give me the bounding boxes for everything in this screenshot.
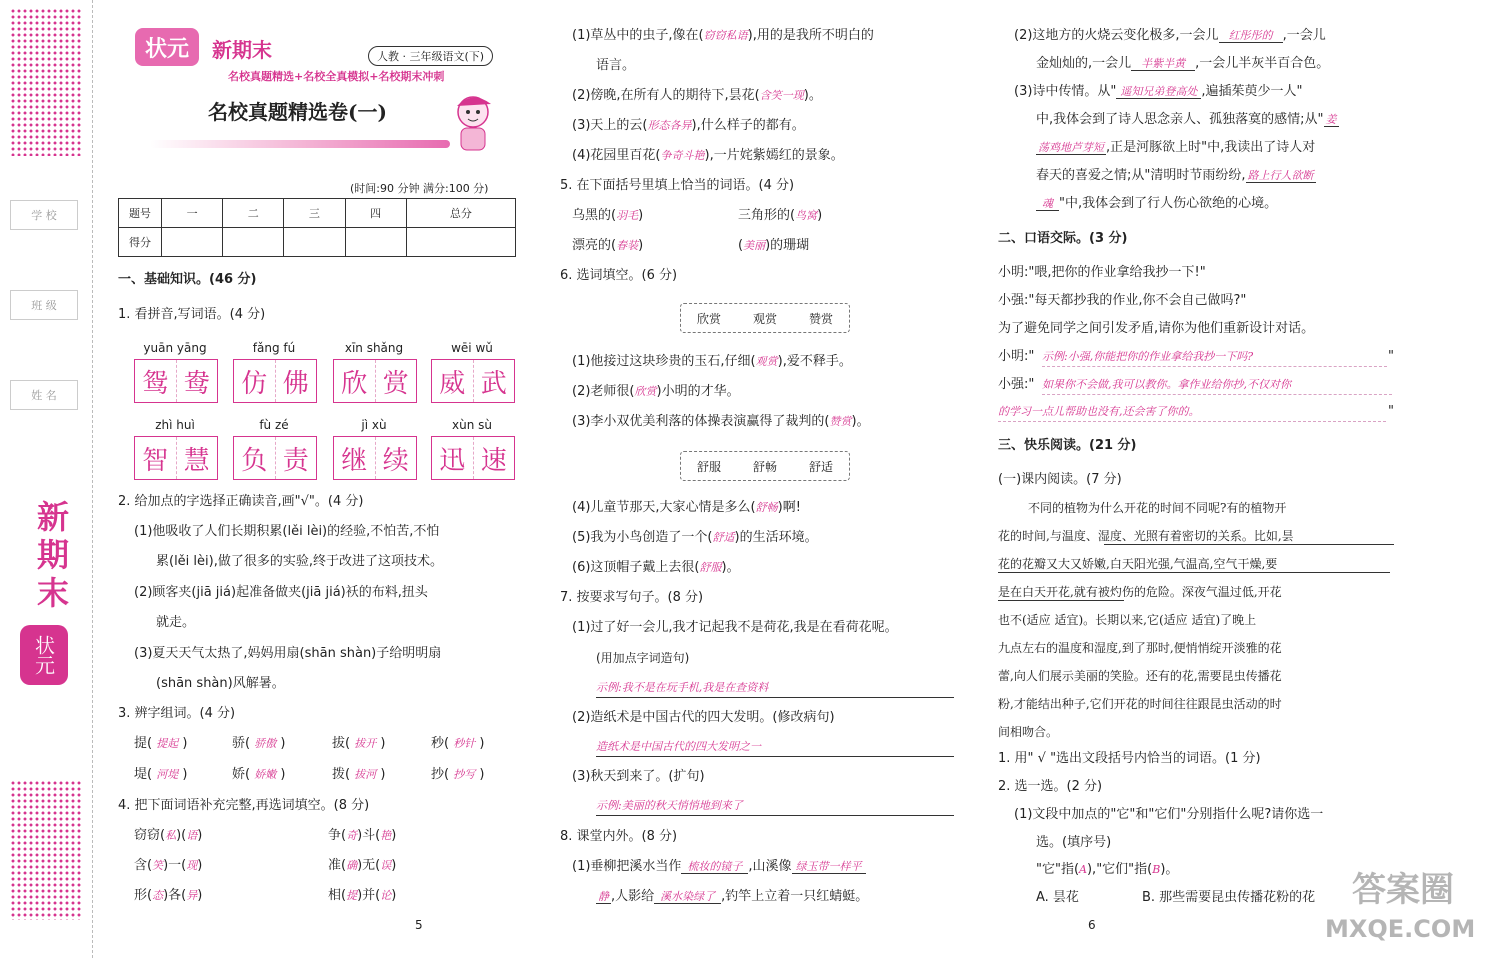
char-cell: 速 <box>480 445 507 476</box>
passage-underline <box>998 600 1124 601</box>
pinyin-label: jì xù <box>361 418 387 432</box>
score-cell[interactable] <box>406 228 515 257</box>
char-cell: 佛 <box>282 368 309 399</box>
passage-underline <box>1104 544 1394 545</box>
option-b: B. 那些需要昆虫传播花粉的花 <box>1142 890 1316 905</box>
pinyin-label: xīn shǎng <box>344 341 404 355</box>
q6-item: (3)李小双优美利落的体操表演赢得了裁判的(赞赏)。 <box>572 414 870 429</box>
char-cell: 鸯 <box>183 368 210 399</box>
q2-line: 就走。 <box>156 615 196 630</box>
time-info: (时间:90 分钟 满分:100 分) <box>350 182 489 195</box>
q7-1-answer[interactable]: 示例:我不是在玩手机,我是在查资料 <box>596 679 954 698</box>
char-cell: 慧 <box>183 445 210 476</box>
q7-1-requirement: (用加点字词造句) <box>596 651 690 665</box>
passage-line: 蕾,向人们展示美丽的笑脸。还有的花,需要昆虫传播花 <box>998 669 1282 683</box>
fill-line: (4)花园里百花(争奇斗艳),一片姹紫嫣红的景象。 <box>572 148 844 163</box>
score-table-row <box>119 228 516 257</box>
q6-item: (5)我为小鸟创造了一个(舒适)的生活环境。 <box>572 530 818 545</box>
question-1: 1. 看拼音,写词语。(4 分) <box>118 307 266 322</box>
word-option: 舒适 <box>808 459 833 474</box>
q2-line: (3)夏天天气太热了,妈妈用扇(shān shàn)子给明明扇 <box>134 646 442 661</box>
char-grid[interactable] <box>134 359 218 403</box>
q8-3-line-a: (3)诗中传情。从" 遥知兄弟登高处 ,遍插茱萸少一人" <box>1014 84 1303 99</box>
score-cell[interactable] <box>162 228 223 257</box>
q7-3-prompt: (3)秋天到来了。(扩句) <box>572 769 705 784</box>
q8-2-line-b: 金灿灿的,一会儿 半紫半黄 ,一会儿半灰半百合色。 <box>1036 56 1330 71</box>
char-cell: 武 <box>480 368 507 399</box>
q6-item: (6)这顶帽子戴上去很(舒服)。 <box>572 560 740 575</box>
q8-3-line-d: 春天的喜爱之情;从"清明时节雨纷纷, 路上行人欲断 <box>1036 168 1314 183</box>
section-2-title: 二、口语交际。(3 分) <box>998 231 1128 246</box>
mascot-icon <box>445 92 503 154</box>
section-3-title: 三、快乐阅读。(21 分) <box>998 438 1137 453</box>
passage-line: 花的花瓣又大又娇嫩,白天阳光强,气温高,空气干燥,要 <box>998 557 1278 571</box>
q2-line: (2)顾客夹(jiā jiá)起准备做夹(jiā jiá)袄的布料,扭头 <box>134 585 428 600</box>
page-title: 名校真题精选卷(一) <box>208 100 387 124</box>
passage-line: 是在白天开花,就有被灼伤的危险。深夜气温过低,开花 <box>998 585 1282 599</box>
school-field[interactable]: 学 校 <box>10 200 78 230</box>
rewrite-qiang-label: 小强:" <box>998 377 1035 392</box>
q3-item: 抄( 抄写 ) <box>431 767 485 782</box>
q8-1-line-a: (1)垂柳把溪水当作 梳妆的镜子 ,山溪像 绿玉带一样平 <box>572 858 866 876</box>
word-option: 舒服 <box>696 459 721 474</box>
score-cell[interactable] <box>223 228 284 257</box>
char-grid[interactable] <box>134 436 218 480</box>
grade-tag: 人教 · 三年级语文(下) <box>368 46 493 66</box>
passage-line: 也不(适应 适宜)。长期以来,它(适应 适宜)了晚上 <box>998 613 1257 627</box>
q7-1-prompt: (1)过了好一会儿,我才记起我不是荷花,我是在看荷花呢。 <box>572 620 898 635</box>
pinyin-label: xùn sù <box>452 418 492 432</box>
q5-item: 乌黑的(羽毛) <box>572 208 644 223</box>
score-table <box>118 198 516 257</box>
q8-3-line-c: 荡鸡地芦芽短 ,正是河豚欲上时"中,我读出了诗人对 <box>1038 140 1316 155</box>
q3-item: 拨( 拔河 ) <box>332 767 386 782</box>
passage-line: 间相吻合。 <box>998 725 1059 739</box>
brand-logo: 状元 <box>135 28 199 66</box>
pinyin-label: yuān yāng <box>143 341 207 355</box>
section-1-title: 一、基础知识。(46 分) <box>118 272 257 287</box>
question-2: 2. 给加点的字选择正确读音,画"√"。(4 分) <box>118 494 364 509</box>
sidebar-dots-top <box>10 8 82 156</box>
char-cell: 欣 <box>334 360 376 402</box>
passage-line: 九点左右的温度和湿度,到了那时,便悄悄绽开淡雅的花 <box>998 641 1282 655</box>
fill-line: (3)天上的云(形态各异),什么样子的都有。 <box>572 118 805 133</box>
tagline: 名校真题精选+名校全真模拟+名校期末冲刺 <box>228 70 445 83</box>
subsection-1: (一)课内阅读。(7 分) <box>998 472 1122 487</box>
q3-item: 提( 提起 ) <box>134 736 188 751</box>
score-cell[interactable] <box>284 228 345 257</box>
q2-line: (shān shàn)风解暑。 <box>156 676 285 691</box>
char-grid[interactable] <box>431 359 515 403</box>
fill-line: 语言。 <box>596 58 636 73</box>
rewrite-ming-close: " <box>1388 349 1394 364</box>
question-8: 8. 课堂内外。(8 分) <box>560 829 678 844</box>
word-option: 观赏 <box>752 311 777 326</box>
passage-line: 花的时间,与温度、湿度、光照有着密切的关系。比如,昙 <box>998 529 1294 543</box>
option-a: A. 昙花 <box>1036 890 1079 905</box>
fill-line: (2)傍晚,在所有人的期待下,昙花(含笑一现)。 <box>572 88 822 103</box>
reading-question-2: 2. 选一选。(2 分) <box>998 779 1103 794</box>
page-number-right: 6 <box>1088 918 1096 932</box>
char-cell: 鸳 <box>135 360 177 402</box>
series-title: 新期末 <box>212 38 272 62</box>
reading-answer: "它"指(A),"它们"指(B)。 <box>1036 862 1179 877</box>
score-header-cell: 四 <box>345 199 406 228</box>
score-header-cell: 三 <box>284 199 345 228</box>
pinyin-label: fù zé <box>259 418 289 432</box>
q3-item: 娇( 娇嫩 ) <box>232 767 286 782</box>
q8-1-line-b: 静 ,人影给 溪水染绿了 ,钓竿上立着一只红蜻蜓。 <box>598 889 869 904</box>
q6-item: (2)老师很(欣赏)小明的才华。 <box>572 384 740 399</box>
q2-line: 累(lěi lèi),做了很多的实验,终于改进了这项技术。 <box>156 554 443 569</box>
char-grid[interactable] <box>233 359 317 403</box>
score-header-cell: 一 <box>162 199 223 228</box>
char-grid[interactable] <box>333 359 417 403</box>
question-3: 3. 辨字组词。(4 分) <box>118 706 236 721</box>
char-cell: 继 <box>334 437 376 479</box>
q3-item: 骄( 骄傲 ) <box>232 736 286 751</box>
char-cell: 赏 <box>382 368 409 399</box>
q6-item: (4)儿童节那天,大家心情是多么(舒畅)啊! <box>572 500 801 515</box>
char-cell: 仿 <box>234 360 276 402</box>
pinyin-label: zhì huì <box>155 418 195 432</box>
q4-item: 相(提)并(论) <box>328 888 397 903</box>
name-field[interactable]: 姓 名 <box>10 380 78 410</box>
q8-3-line-e: 魂 "中,我体会到了行人伤心欲绝的心境。 <box>1036 195 1277 213</box>
q4-item: 争(奇)斗(艳) <box>328 828 397 843</box>
q2-line: (1)他吸收了人们长期积累(lěi lèi)的经验,不怕苦,不怕 <box>134 524 440 539</box>
fill-line: (1)草丛中的虫子,像在(窃窃私语),用的是我所不明白的 <box>572 28 874 43</box>
sidebar-dots-bottom <box>10 780 82 920</box>
word-option: 舒畅 <box>752 459 777 474</box>
word-bank-2 <box>680 451 850 481</box>
char-grid[interactable] <box>431 436 515 480</box>
dialog-line: 小明:"喂,把你的作业拿给我抄一下!" <box>998 265 1206 280</box>
q5-item: 三角形的(鸟窝) <box>738 208 823 223</box>
score-header-cell: 题号 <box>119 199 162 228</box>
char-cell: 负 <box>234 437 276 479</box>
char-grid[interactable] <box>233 436 317 480</box>
q4-item: 准(确)无(误) <box>328 858 397 873</box>
q4-item: 窃窃(私)(语) <box>134 828 203 843</box>
q7-3-answer[interactable]: 示例:美丽的秋天悄悄地到来了 <box>596 797 954 816</box>
page-number-left: 5 <box>415 918 423 932</box>
dialog-line: 为了避免同学之间引发矛盾,请你为他们重新设计对话。 <box>998 321 1315 336</box>
question-7: 7. 按要求写句子。(8 分) <box>560 590 704 605</box>
pinyin-label: fǎng fú <box>252 341 296 355</box>
question-5: 5. 在下面括号里填上恰当的词语。(4 分) <box>560 178 795 193</box>
score-cell[interactable] <box>345 228 406 257</box>
q5-item: 漂亮的(春装) <box>572 238 644 253</box>
passage-underline <box>998 572 1390 573</box>
q7-2-answer[interactable]: 造纸术是中国古代的四大发明之一 <box>596 738 954 757</box>
q8-2-line-a: (2)这地方的火烧云变化极多,一会儿 红彤彤的 ,一会儿 <box>1014 28 1326 43</box>
rewrite-ming-label: 小明:" <box>998 349 1035 364</box>
rewrite-ming-answer[interactable]: 示例:小强,你能把你的作业拿给我抄一下吗? <box>1042 348 1387 367</box>
char-cell: 智 <box>135 437 177 479</box>
title-swoosh <box>150 140 450 148</box>
reading-question-2-1b: 选。(填序号) <box>1036 835 1112 850</box>
q8-3-line-b: 中,我体会到了诗人思念亲人、孤独落寞的感情;从" 姜 <box>1036 112 1337 127</box>
char-cell: 威 <box>432 360 474 402</box>
q5-item: (美丽)的珊瑚 <box>738 238 810 253</box>
question-4: 4. 把下面词语补充完整,再选词填空。(8 分) <box>118 798 370 813</box>
char-cell: 迅 <box>432 437 474 479</box>
q3-item: 秒( 秒针 ) <box>431 736 485 751</box>
q3-item: 堤( 河堤 ) <box>134 767 188 782</box>
watermark-url: MXQE.COM <box>1325 915 1476 943</box>
char-cell: 续 <box>382 445 409 476</box>
passage-line: 粉,才能结出种子,它们开花的时间往往跟昆虫活动的时 <box>998 697 1282 711</box>
reading-question-2-1: (1)文段中加点的"它"和"它们"分别指什么呢?请你选一 <box>1014 807 1324 822</box>
q7-2-prompt: (2)造纸术是中国古代的四大发明。(修改病句) <box>572 710 835 725</box>
word-option: 欣赏 <box>696 311 721 326</box>
score-row-label: 得分 <box>119 228 162 257</box>
score-header-cell: 二 <box>223 199 284 228</box>
sidebar-brand-logo: 状元 <box>20 625 68 685</box>
rewrite-qiang-answer-2[interactable]: 的学习一点儿帮助也没有,还会害了你的。 <box>998 403 1386 422</box>
word-option: 赞赏 <box>808 311 833 326</box>
char-cell: 责 <box>282 445 309 476</box>
pinyin-label: wēi wǔ <box>451 341 493 355</box>
char-grid[interactable] <box>333 436 417 480</box>
score-header-cell: 总分 <box>406 199 515 228</box>
rewrite-qiang-close: " <box>1388 404 1394 419</box>
watermark-logo: 答案圈 <box>1352 870 1454 910</box>
q6-item: (1)他接过这块珍贵的玉石,仔细(观赏),爱不释手。 <box>572 354 852 369</box>
q4-item: 形(态)各(异) <box>134 888 203 903</box>
reading-question-1: 1. 用" √ "选出文段括号内恰当的词语。(1 分) <box>998 751 1261 766</box>
dialog-line: 小强:"每天都抄我的作业,你不会自己做吗?" <box>998 293 1247 308</box>
score-table-header-row <box>119 199 516 228</box>
q4-item: 含(笑)一(现) <box>134 858 203 873</box>
rewrite-qiang-answer-1[interactable]: 如果你不会做,我可以教你。拿作业给你抄,不仅对你 <box>1042 376 1392 395</box>
sidebar-cut-line <box>92 0 93 958</box>
question-6: 6. 选词填空。(6 分) <box>560 268 678 283</box>
word-bank-1 <box>680 303 850 333</box>
sidebar-brand-vertical: 新期末 <box>32 500 70 614</box>
class-field[interactable]: 班 级 <box>10 290 78 320</box>
q3-item: 拔( 拔开 ) <box>332 736 386 751</box>
passage-line: 不同的植物为什么开花的时间不同呢?有的植物开 <box>1028 501 1287 515</box>
